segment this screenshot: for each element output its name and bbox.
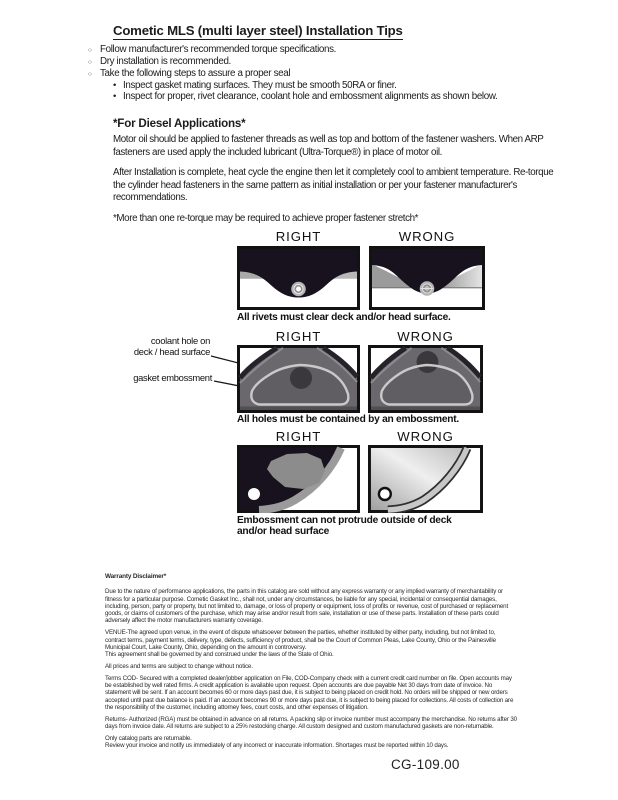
coolant-hole-label [115,336,210,358]
governing-law-line: This agreement shall be governed by and construed under the laws of the State of Ohio. [105,651,334,659]
rivet-interference-illustration [369,246,485,310]
protrusion-caption [237,515,517,538]
list-item: ○ Dry installation is recommended. [88,56,548,68]
wrong-label: WRONG [398,229,456,244]
protrusion-caption-line1: Embossment can not protrude outside of deck [237,515,452,526]
list-item: • Inspect for proper, rivet clearance, coolant hole and embossment alignments as shown below. [113,92,553,103]
diesel-paragraph-2: After Installation is complete, heat cycle the engine then let it completely cool to ambient temperature. Re-torque the cylinder head fasteners in the same pattern as initial installation or per your fastener manufacturer's recommendations. [113,167,554,204]
returnable-line: Only catalog parts are returnable. [105,734,192,742]
rivet-wrong-diagram [369,246,485,310]
embossment-protruding-illustration [368,445,483,513]
doc-code: CG-109.00 [391,757,460,772]
coolant-hole-label-line1: coolant hole on [150,335,210,346]
rivet-right-diagram [237,246,360,310]
warranty-disclaimer-heading: Warranty Disclaimer* [105,573,167,580]
list-item: • Inspect gasket mating surfaces. They must be smooth 50RA or finer. [113,81,553,92]
embossment-wrong-diagram [368,345,483,413]
embossment-right-diagram [237,345,360,413]
diesel-applications-heading: *For Diesel Applications* [113,117,246,130]
list-item: ○ Follow manufacturer's recommended torque specifications. [88,44,548,56]
list-item: ○ Take the following steps to assure a proper seal [88,68,548,80]
gasket-embossment-label: gasket embossment [133,372,212,383]
rivet-clear-illustration [237,246,360,310]
returns-paragraph: Returns- Authorized (RGA) must be obtained in advance on all returns. A packing slip or invoice number must accompany the merchandise. No returns after 30 days from invoice date. All returns are subject to a 25% restocking charge. All custom designed and custom manufactured gaskets are non-returnable. [105,715,517,731]
page-title: Cometic MLS (multi layer steel) Installation Tips [113,23,403,38]
retorque-note: *More than one re-torque may be required to achieve proper fastener stretch* [113,213,419,224]
venue-paragraph: VENUE-The agreed upon venue, in the event of dispute whatsoever between the parties, whether instituted by either party, including, but not limited to, contract terms, payment terms, delivery, type, defects, sufficiency of product, shall be the Court of Common Pleas, Lake County, Ohio or the Painesville Municipal Court, Lake County, Ohio, depending on the amount in controversy. [105,629,496,651]
right-label: RIGHT [275,429,322,444]
prices-terms-line: All prices and terms are subject to change without notice. [105,662,253,670]
coolant-hole-label-line2: deck / head surface [133,345,210,357]
embossment-inside-deck-illustration [237,445,360,513]
hole-not-contained-illustration [368,345,483,413]
right-label: RIGHT [275,229,322,244]
warranty-paragraph: Due to the nature of performance applications, the parts in this catalog are sold without any express warranty or any implied warranty of merchantability or fitness for a particular purpose. Cometic Gasket Inc., shall not, under any circumstances, be liable for any special, incidental or consequential damages, including, person, party or property, but not limited to, damage, or loss of property or equipment, loss of profits or revenue, cost of purchased or replacement goods, or claims of customers of the purchase, which may arise and/or result from sale, installation or use of these parts. Installation of these parts could adversely affect the motor manufacturers warranty coverage. [105,588,509,625]
installation-tips-list [88,44,548,79]
review-invoice-line: Review your invoice and notify us immediately of any incorrect or inaccurate information. Shortages must be reported within 10 days. [105,742,449,750]
right-label: RIGHT [275,329,322,344]
hole-contained-illustration [237,345,360,413]
protrusion-right-diagram [237,445,360,513]
wrong-label: WRONG [397,429,454,444]
terms-cod-paragraph: Terms COD- Secured with a completed dealer/jobber application on File, COD-Company check with a current credit card number on file. Open accounts may be established by well rated firms. A credit application is available upon request. Open accounts are due payable Net 30 days from date of invoice. No statement will be sent. If an account becomes 60 or more days past due, it is subject to being placed on credit hold. No orders will be shipped or new orders accepted until past due balance is paid. If an account becomes 90 or more days past due, it is subject to being placed for collections. All costs of collection are the responsibility of the customer, including attorney fees, court costs, and other expenses of litigation. [105,674,514,711]
diesel-paragraph-1: Motor oil should be applied to fastener threads as well as top and bottom of the fastener washers. When ARP fasteners are used apply the included lubricant (Ultra-Torque®) in place of motor oil. [113,134,544,158]
protrusion-caption-line2: and/or head surface [237,526,330,538]
protrusion-wrong-diagram [368,445,483,513]
wrong-label: WRONG [397,329,454,344]
legal-section [105,573,517,754]
installation-tips-sublist [113,81,553,102]
embossment-caption: All holes must be contained by an embossment. [237,414,459,425]
rivet-caption: All rivets must clear deck and/or head surface. [237,312,451,323]
